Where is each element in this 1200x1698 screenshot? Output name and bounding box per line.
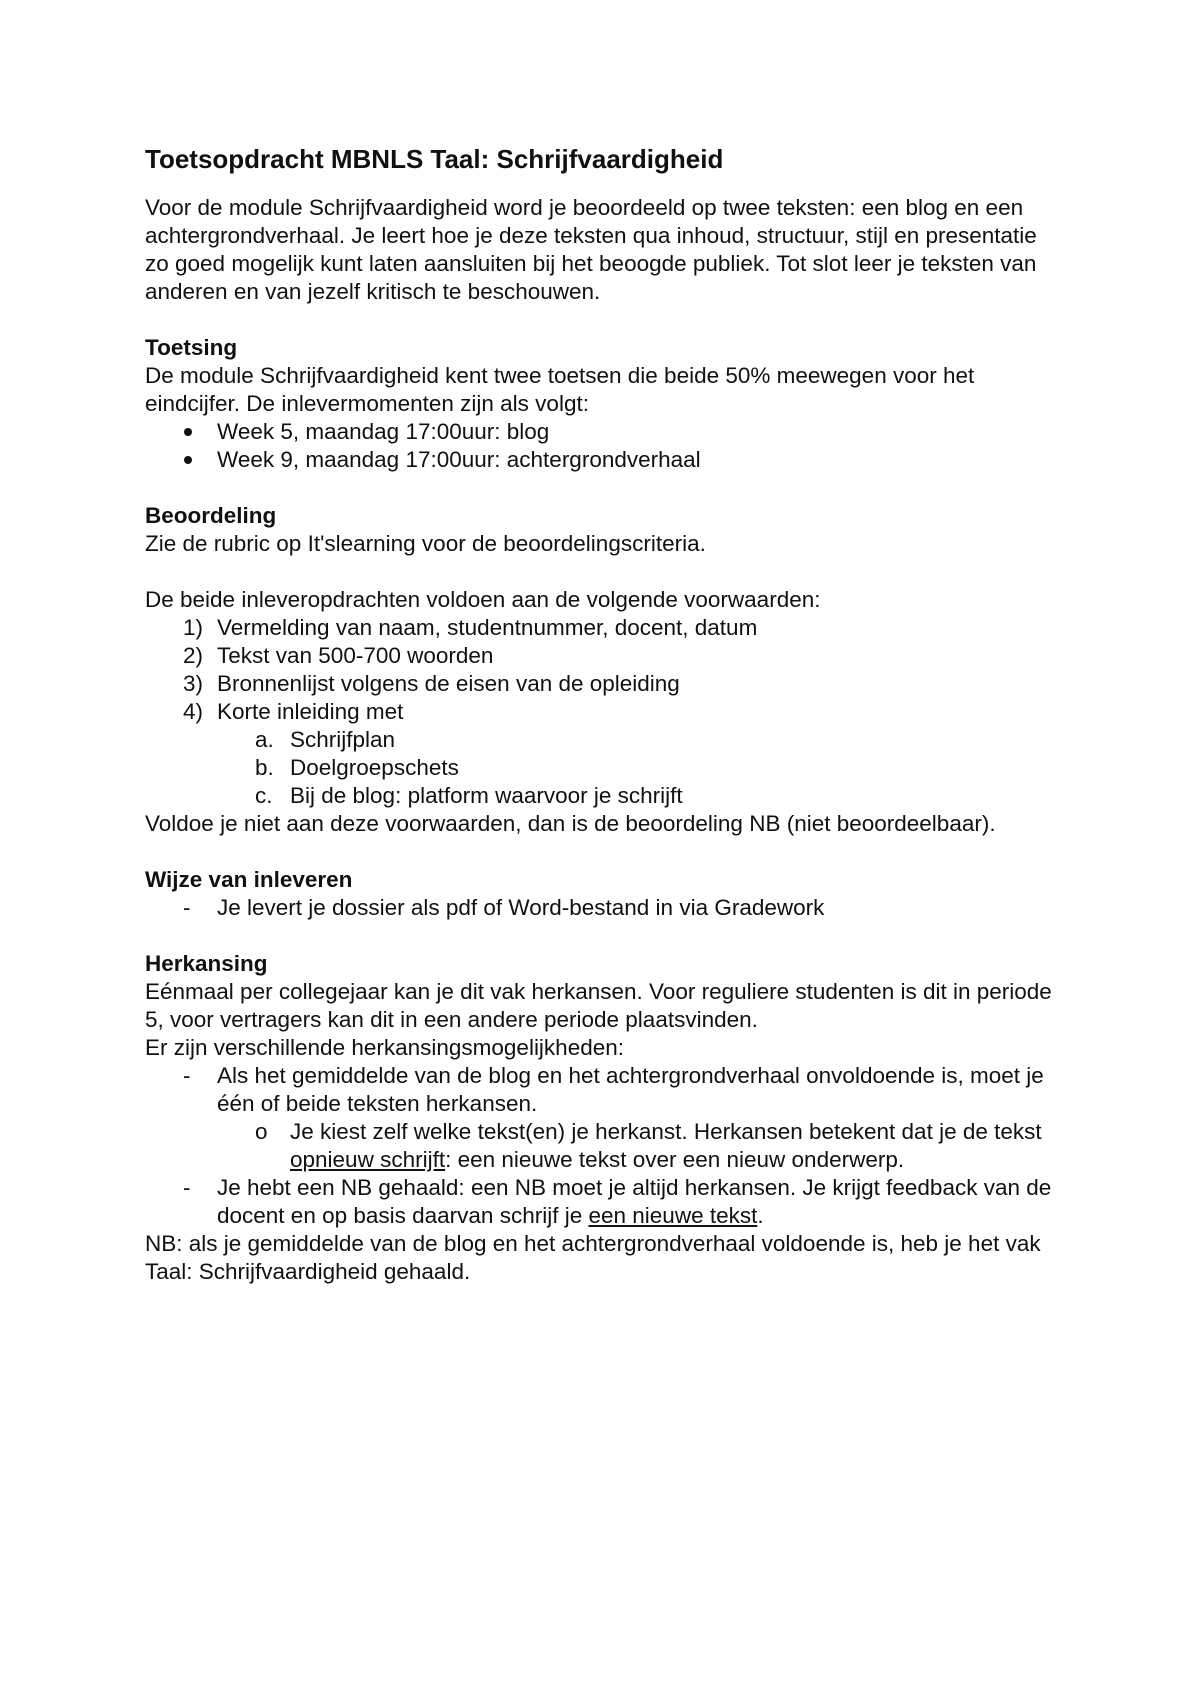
list-item — [145, 446, 1055, 474]
spacer — [145, 922, 1055, 950]
list-item — [145, 894, 1055, 922]
intro-paragraph: Voor de module Schrijfvaardigheid word je beoordeeld op twee teksten: een blog en een achtergrondverhaal. Je leert hoe je deze teksten qua inhoud, structuur, stijl en presentatie zo goed mogelijk kunt laten aansluiten bij het beoogde publiek. Tot slot leer je teksten van anderen en van jezelf kritisch te beschouwen. — [145, 195, 1037, 304]
list-item — [145, 418, 1055, 446]
herkansing-paragraph-1: Eénmaal per collegejaar kan je dit vak herkansen. Voor reguliere studenten is dit in periode 5, voor vertragers kan dit in een andere periode plaatsvinden. — [145, 979, 1052, 1032]
list-item — [145, 1062, 1055, 1118]
list-item-text: Week 5, maandag 17:00uur: blog — [217, 419, 550, 444]
list-item-text: Als het gemiddelde van de blog en het achtergrondverhaal onvoldoende is, moet je één of beide teksten herkansen. — [217, 1063, 1044, 1116]
text-segment: . — [757, 1203, 764, 1228]
document-content — [145, 142, 1055, 1286]
list-marker: 2) — [183, 643, 204, 668]
sub-list-item — [145, 754, 1055, 782]
document-title: Toetsopdracht MBNLS Taal: Schrijfvaardigheid — [145, 144, 724, 174]
herkansing-paragraph-2: Er zijn verschillende herkansingsmogelijkheden: — [145, 1035, 625, 1060]
dash-marker: - — [183, 895, 191, 920]
list-item-text: Tekst van 500-700 woorden — [217, 643, 494, 668]
herkansing-heading: Herkansing — [145, 951, 268, 976]
list-marker: 3) — [183, 671, 204, 696]
list-marker: b. — [255, 755, 274, 780]
herkansing-list — [145, 1062, 1055, 1230]
list-item-text: Vermelding van naam, studentnummer, docent, datum — [217, 615, 758, 640]
list-item — [145, 642, 1055, 670]
spacer — [145, 306, 1055, 334]
list-item — [145, 698, 1055, 726]
inleveren-list — [145, 894, 1055, 922]
list-marker: 4) — [183, 699, 204, 724]
text-segment: Je kiest zelf welke tekst(en) je herkanst. Herkansen betekent dat je de tekst — [290, 1119, 1042, 1144]
bullet-icon — [184, 456, 192, 464]
nb-voorwaarden-paragraph: Voldoe je niet aan deze voorwaarden, dan is de beoordeling NB (niet beoordeelbaar). — [145, 811, 996, 836]
list-item-text: Je levert je dossier als pdf of Word-bestand in via Gradework — [217, 895, 825, 920]
list-marker: c. — [255, 783, 273, 808]
beoordeling-paragraph: Zie de rubric op It'slearning voor de beoordelingscriteria. — [145, 531, 706, 556]
sub-list-item — [145, 1118, 1055, 1174]
text-segment: Je hebt een NB gehaald: een NB moet je altijd herkansen. Je krijgt feedback van de docent en op basis daarvan schrijf je — [217, 1175, 1052, 1228]
toetsing-heading: Toetsing — [145, 335, 238, 360]
dash-marker: - — [183, 1175, 191, 1200]
toetsing-list — [145, 418, 1055, 474]
list-item-text: Week 9, maandag 17:00uur: achtergrondverhaal — [217, 447, 701, 472]
voorwaarden-intro: De beide inleveropdrachten voldoen aan de volgende voorwaarden: — [145, 587, 821, 612]
list-item — [145, 1174, 1055, 1230]
text-segment: : een nieuwe tekst over een nieuw onderwerp. — [445, 1147, 905, 1172]
beoordeling-heading: Beoordeling — [145, 503, 277, 528]
bullet-icon — [184, 428, 192, 436]
spacer — [145, 474, 1055, 502]
underlined-text: een nieuwe tekst — [588, 1203, 758, 1228]
sub-list-item — [145, 726, 1055, 754]
voorwaarden-list — [145, 614, 1055, 810]
underlined-text: opnieuw schrijft — [290, 1147, 446, 1172]
spacer — [145, 558, 1055, 586]
list-item-text: Bronnenlijst volgens de eisen van de opleiding — [217, 671, 680, 696]
list-item — [145, 670, 1055, 698]
list-item-text: Schrijfplan — [290, 727, 396, 752]
list-marker: a. — [255, 727, 274, 752]
list-item-text — [217, 1175, 1051, 1228]
list-marker: 1) — [183, 615, 204, 640]
spacer — [145, 838, 1055, 866]
toetsing-paragraph: De module Schrijfvaardigheid kent twee toetsen die beide 50% meewegen voor het eindcijfer. De inlevermomenten zijn als volgt: — [145, 363, 975, 416]
inleveren-heading: Wijze van inleveren — [145, 867, 353, 892]
nb-final-paragraph: NB: als je gemiddelde van de blog en het achtergrondverhaal voldoende is, heb je het vak Taal: Schrijfvaardigheid gehaald. — [145, 1231, 1041, 1284]
list-item-text: Bij de blog: platform waarvoor je schrijft — [290, 783, 683, 808]
dash-marker: - — [183, 1063, 191, 1088]
list-item-text: Doelgroepschets — [290, 755, 459, 780]
list-item-text: Korte inleiding met — [217, 699, 404, 724]
sub-list-item — [145, 782, 1055, 810]
list-item — [145, 614, 1055, 642]
circle-marker: o — [255, 1119, 268, 1144]
list-item-text — [290, 1119, 1042, 1172]
